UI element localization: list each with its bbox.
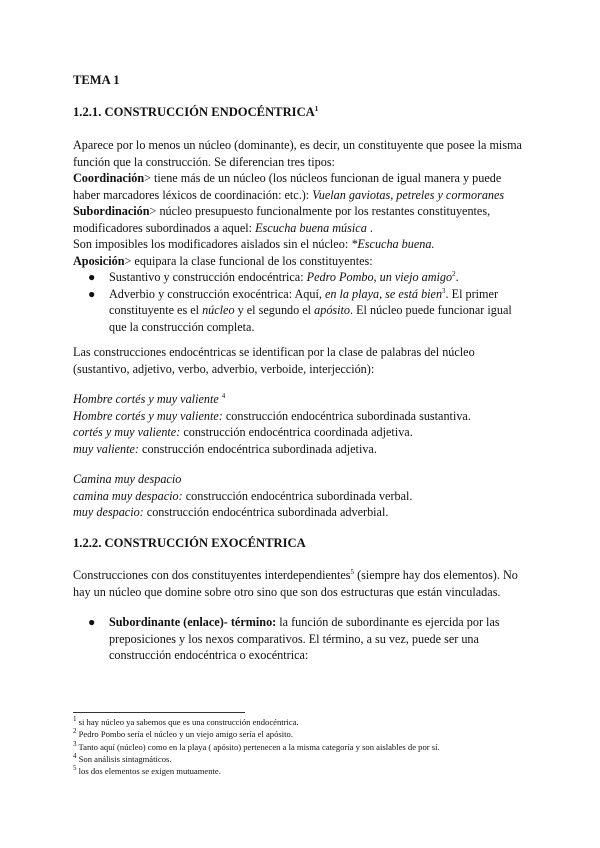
subordinacion-label: Subordinación (73, 204, 150, 218)
footnote-ref-2: 2 (452, 269, 456, 278)
coordinacion-example: Vuelan gaviotas, petreles y cormoranes (312, 187, 505, 202)
subordinacion-example: Escucha buena música (255, 220, 367, 235)
coordinacion-label: Coordinación (73, 171, 145, 185)
section-heading-endocentrica: 1.2.1. CONSTRUCCIÓN ENDOCÉNTRICA$^1$ (73, 104, 319, 119)
footnote-ref-1: 1 (314, 104, 319, 113)
exocentrica-bullet-list (73, 614, 530, 664)
footnotes (73, 716, 530, 777)
bullet-item-subordinante: ● Subordinante (enlace)- término: la función de subordinante es ejercida por las preposiciones y los nexos comparativos. El término, a su vez, puede ser una construcción endocéntrica o exocéntrica: (88, 615, 500, 662)
example-title: Camina muy despacio (73, 472, 182, 486)
footnote-5: $^5$ los dos elementos se exigen mutuamente. (73, 764, 221, 777)
intro-paragraph: Aparece por lo menos un núcleo (dominante), es decir, un constituyente que posee la misma función que la construcción. Se diferencian tres tipos: Coordinación> tiene más de un núcleo (los núcleos funcionan de igual manera y puede haber marcadores léxicos de coordinación: etc.): Vuelan gaviotas, petreles y cormoranes Subordinación> núcleo presupuesto funcionalmente por los restantes constituyentes, modificadores subordinados a aquel: Escucha buena música . Son imposibles los modificadores aislados sin el núcleo: *Escucha buena. Aposición> equipara la clase funcional de los constituyentes: (73, 138, 522, 268)
bullet-icon: ● (88, 270, 96, 284)
document-title: TEMA 1 (73, 73, 120, 87)
example-block-1: Hombre cortés y muy valiente $^4$ Hombre cortés y muy valiente: construcción endocéntrica subordinada sustantiva. cortés y muy valiente: construcción endocéntrica coordinada adjetiva. muy valiente: construcción endocéntrica subordinada adjetiva. (73, 391, 471, 456)
footnote-1: $^1$ si hay núcleo ya sabemos que es una construcción endocéntrica. (73, 715, 299, 727)
footnote-ref-3: 3 (442, 286, 446, 295)
example-title: Hombre cortés y muy valiente (73, 392, 222, 406)
impossible-example: *Escucha buena. (351, 237, 435, 251)
bullet-item-sustantivo: ● Sustantivo y construcción endocéntrica: Pedro Pombo, un viejo amigo$^2$. (88, 269, 459, 284)
example-block-2: Camina muy despacio camina muy despacio: construcción endocéntrica subordinada verbal. muy despacio: construcción endocéntrica subordinada adverbial. (73, 472, 413, 519)
footnote-2: $^2$ Pedro Pombo sería el núcleo y un viejo amigo sería el apósito. (73, 727, 293, 740)
footnote-3: $^3$ Tanto aquí (núcleo) como en la playa ( apósito) pertenecen a la misma categoría y son aislables de por sí. (73, 739, 440, 752)
bullet-item-adverbio: ● Adverbio y construcción exocéntrica: Aquí, en la playa, se está bien$^3$. El primer constituyente es el núcleo y el segundo el apósito. El núcleo puede funcionar igual que la construcción completa. (88, 286, 512, 334)
bullet-icon: ● (88, 286, 96, 301)
footnote-ref-5: 5 (350, 567, 355, 576)
classes-paragraph: Las construcciones endocéntricas se identifican por la clase de palabras del núcleo (sustantivo, adjetivo, verbo, adverbio, verboide, interjección): (73, 345, 475, 376)
exocentrica-paragraph: Construcciones con dos constituyentes interdependientes$^5$ (siempre hay dos elementos). No hay un núcleo que domine sobre otro sino que son dos estructuras que están vinculadas. (73, 567, 518, 599)
footnote-separator (73, 712, 245, 713)
bullet-icon: ● (88, 615, 96, 629)
footnote-4: $^4$ Son análisis sintagmáticos. (73, 752, 172, 764)
section-heading-exocentrica: 1.2.2. CONSTRUCCIÓN EXOCÉNTRICA (73, 536, 306, 550)
aposicion-label: Aposición (73, 253, 125, 268)
aposicion-bullet-list (73, 269, 530, 335)
footnote-ref-4: 4 (221, 391, 226, 400)
